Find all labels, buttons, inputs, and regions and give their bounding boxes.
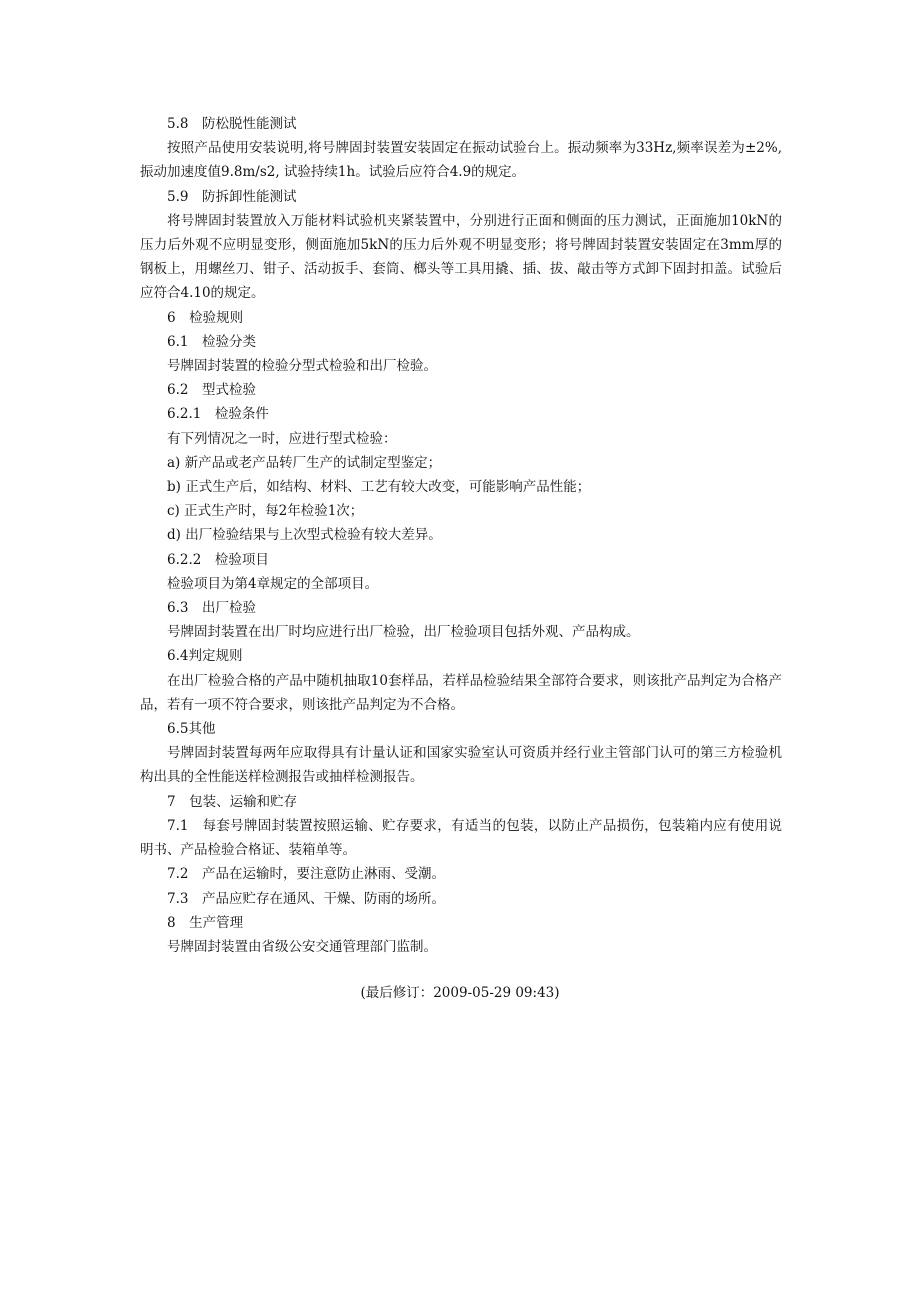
section-7-2-text: 7.2 产品在运输时，要注意防止淋雨、受潮。 bbox=[167, 866, 445, 883]
section-7-3-text: 7.3 产品应贮存在通风、干燥、防雨的场所。 bbox=[167, 890, 445, 907]
section-5-9-heading: 5.9 防拆卸性能测试 bbox=[167, 188, 297, 205]
section-6-4-heading: 6.4判定规则 bbox=[167, 648, 243, 665]
document-body bbox=[140, 112, 782, 959]
section-6-2-2-text: 检验项目为第4章规定的全部项目。 bbox=[167, 575, 379, 592]
section-6-5-heading: 6.5其他 bbox=[167, 721, 216, 738]
section-8-text: 号牌固封装置由省级公安交通管理部门监制。 bbox=[167, 938, 437, 955]
section-6-2-heading: 6.2 型式检验 bbox=[167, 382, 256, 399]
list-item-c: c) 正式生产时，每2年检验1次； bbox=[167, 503, 364, 520]
list-item-d: d) 出厂检验结果与上次型式检验有较大差异。 bbox=[167, 527, 442, 544]
section-7-1-text: 7.1 每套号牌固封装置按照运输、贮存要求，有适当的包装，以防止产品损伤，包装箱内应有使用说明书、产品检验合格证、装箱单等。 bbox=[140, 817, 782, 859]
section-6-2-2-heading: 6.2.2 检验项目 bbox=[167, 551, 269, 568]
section-5-9-text: 将号牌固封装置放入万能材料试验机夹紧装置中，分别进行正面和侧面的压力测试，正面施加10kN的压力后外观不应明显变形，侧面施加5kN的压力后外观不明显变形；将号牌固封装置安装固定在3mm厚的钢板上，用螺丝刀、钳子、活动扳手、套筒、榔头等工具用撬、插、拔、敲击等方式卸下固封扣盖。试验后应符合4.10的规定。 bbox=[140, 212, 782, 302]
list-item-b: b) 正式生产后，如结构、材料、工艺有较大改变，可能影响产品性能； bbox=[167, 479, 591, 496]
section-6-3-text: 号牌固封装置在出厂时均应进行出厂检验，出厂检验项目包括外观、产品构成。 bbox=[167, 624, 640, 641]
list-item-a: a) 新产品或老产品转厂生产的试制定型鉴定； bbox=[167, 454, 442, 471]
last-modified-footer: (最后修订：2009-05-29 09:43) bbox=[360, 985, 560, 1001]
section-6-1-text: 号牌固封装置的检验分型式检验和出厂检验。 bbox=[167, 358, 437, 375]
section-5-8-heading: 5.8 防松脱性能测试 bbox=[167, 116, 297, 132]
section-6-4-text: 在出厂检验合格的产品中随机抽取10套样品，若样品检验结果全部符合要求，则该批产品判定为合格产品，若有一项不符合要求，则该批产品判定为不合格。 bbox=[140, 672, 782, 713]
section-6-1-heading: 6.1 检验分类 bbox=[167, 333, 256, 350]
section-8-heading: 8 生产管理 bbox=[167, 914, 244, 931]
section-6-3-heading: 6.3 出厂检验 bbox=[167, 600, 256, 617]
section-5-8-text: 按照产品使用安装说明,将号牌固封装置安装固定在振动试验台上。振动频率为33Hz,频率误差为±2%,振动加速度值9.8m/s2, 试验持续1h。试验后应符合4.9的规定。 bbox=[140, 140, 782, 181]
section-6-heading: 6 检验规则 bbox=[167, 309, 244, 326]
section-6-2-1-heading: 6.2.1 检验条件 bbox=[167, 406, 269, 423]
section-6-5-text: 号牌固封装置每两年应取得具有计量认证和国家实验室认可资质并经行业主管部门认可的第三方检验机构出具的全性能送样检测报告或抽样检测报告。 bbox=[140, 745, 782, 786]
section-6-2-1-intro: 有下列情况之一时，应进行型式检验： bbox=[167, 430, 397, 447]
section-7-heading: 7 包装、运输和贮存 bbox=[167, 793, 298, 810]
